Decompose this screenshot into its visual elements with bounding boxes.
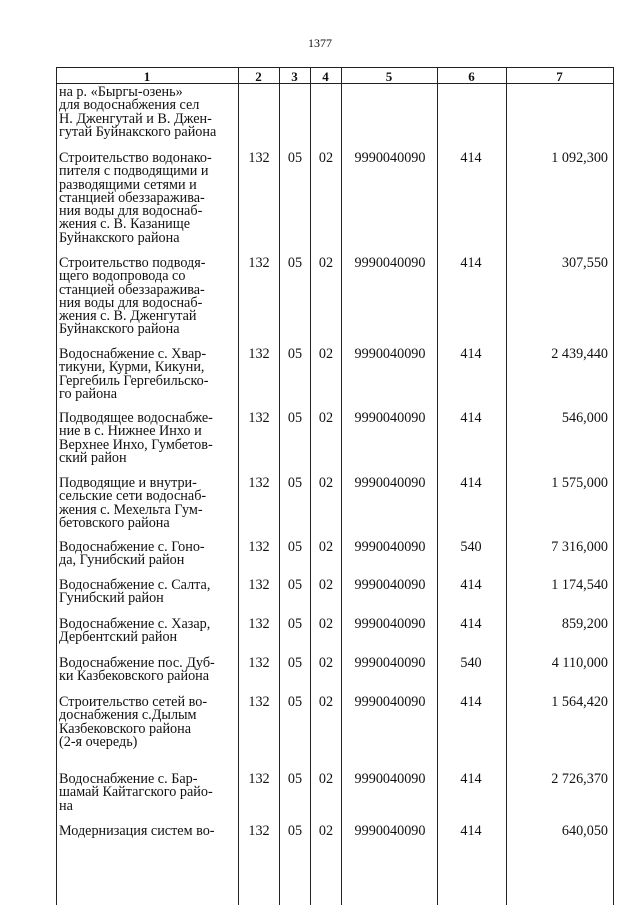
target-article-code: 9990040090 — [354, 539, 426, 555]
subsection-code: 02 — [318, 539, 334, 555]
subsection-code: 02 — [318, 255, 334, 271]
amount: 4 110,000 — [551, 655, 608, 671]
section-code: 05 — [287, 475, 303, 491]
column-header: 2 — [255, 69, 262, 84]
page-number: 1377 — [308, 36, 332, 50]
column-header: 6 — [468, 69, 475, 84]
amount: 1 092,300 — [551, 150, 608, 166]
column-divider — [279, 67, 280, 905]
item-name: Подводящие и внутри- сельские сети водоснаб- жения с. Мехельта Гум- бетовского района — [59, 475, 207, 531]
item-name: Водоснабжение с. Салта, Гунибский район — [59, 577, 211, 607]
table-border-left — [56, 67, 57, 905]
column-divider — [437, 67, 438, 905]
expense-type-code: 414 — [460, 410, 482, 426]
target-article-code: 9990040090 — [354, 150, 426, 166]
section-code: 05 — [287, 150, 303, 166]
expense-type-code: 414 — [460, 771, 482, 787]
target-article-code: 9990040090 — [354, 655, 426, 671]
expense-type-code: 414 — [460, 694, 482, 710]
section-code: 05 — [287, 410, 303, 426]
item-name: Строительство водонако- пителя с подводящими и разводящими сетями и станцией обеззаражива- ния воды для водоснаб- жения с. В. Казанище Буйнакского района — [59, 150, 212, 246]
subsection-code: 02 — [318, 150, 334, 166]
ministry-code: 132 — [248, 655, 270, 671]
item-name: Водоснабжение пос. Дуб- ки Казбековского района — [59, 655, 215, 685]
target-article-code: 9990040090 — [354, 577, 426, 593]
column-divider — [341, 67, 342, 905]
amount: 307,550 — [561, 255, 608, 271]
section-code: 05 — [287, 655, 303, 671]
section-code: 05 — [287, 346, 303, 362]
item-name: Водоснабжение с. Бар- шамай Кайтагского райо- на — [59, 771, 213, 814]
amount: 1 564,420 — [551, 694, 608, 710]
amount: 640,050 — [561, 823, 608, 839]
column-header: 3 — [291, 69, 298, 84]
column-divider — [310, 67, 311, 905]
section-code: 05 — [287, 823, 303, 839]
column-header: 1 — [143, 69, 151, 84]
subsection-code: 02 — [318, 346, 334, 362]
expense-type-code: 540 — [460, 655, 482, 671]
table-top-border — [56, 67, 614, 68]
item-name: Модернизация систем во- — [59, 823, 215, 839]
item-name: Строительство подводя- щего водопровода со станцией обеззаражива- ния воды для водоснаб- жения с. В. Дженгутай Буйнакского района — [59, 255, 206, 338]
expense-type-code: 414 — [460, 255, 482, 271]
column-divider — [238, 67, 239, 905]
ministry-code: 132 — [248, 410, 270, 426]
section-code: 05 — [287, 255, 303, 271]
amount: 1 174,540 — [551, 577, 608, 593]
target-article-code: 9990040090 — [354, 255, 426, 271]
target-article-code: 9990040090 — [354, 346, 426, 362]
item-name: на р. «Быргы-озень» для водоснабжения сел Н. Дженгутай и В. Джен- гутай Буйнакского района — [59, 84, 217, 140]
amount: 2 439,440 — [551, 346, 608, 362]
item-name: Водоснабжение с. Хазар, Дербентский район — [59, 616, 211, 646]
column-header: 5 — [385, 69, 393, 84]
section-code: 05 — [287, 694, 303, 710]
expense-type-code: 540 — [460, 539, 482, 555]
expense-type-code: 414 — [460, 616, 482, 632]
item-name: Водоснабжение с. Гоно- да, Гунибский район — [59, 539, 205, 569]
budget-table — [56, 67, 614, 905]
target-article-code: 9990040090 — [354, 694, 426, 710]
expense-type-code: 414 — [460, 150, 482, 166]
amount: 1 575,000 — [551, 475, 608, 491]
table-border-right — [613, 67, 614, 905]
subsection-code: 02 — [318, 823, 334, 839]
expense-type-code: 414 — [460, 823, 482, 839]
ministry-code: 132 — [248, 539, 270, 555]
column-header: 4 — [322, 69, 329, 84]
amount: 2 726,370 — [551, 771, 608, 787]
target-article-code: 9990040090 — [354, 823, 426, 839]
section-code: 05 — [287, 577, 303, 593]
subsection-code: 02 — [318, 616, 334, 632]
ministry-code: 132 — [248, 475, 270, 491]
target-article-code: 9990040090 — [354, 410, 426, 426]
ministry-code: 132 — [248, 694, 270, 710]
section-code: 05 — [287, 771, 303, 787]
subsection-code: 02 — [318, 771, 334, 787]
ministry-code: 132 — [248, 616, 270, 632]
amount: 546,000 — [561, 410, 608, 426]
section-code: 05 — [287, 616, 303, 632]
subsection-code: 02 — [318, 694, 334, 710]
target-article-code: 9990040090 — [354, 475, 426, 491]
ministry-code: 132 — [248, 346, 270, 362]
section-code: 05 — [287, 539, 303, 555]
subsection-code: 02 — [318, 655, 334, 671]
item-name: Строительство сетей во- доснабжения с.Дылым Казбековского района (2-я очередь) — [59, 694, 208, 750]
ministry-code: 132 — [248, 577, 270, 593]
amount: 7 316,000 — [551, 539, 608, 555]
item-name: Водоснабжение с. Хвар- тикуни, Курми, Кикуни, Гергебиль Гергебильско- го района — [59, 346, 209, 402]
expense-type-code: 414 — [460, 475, 482, 491]
target-article-code: 9990040090 — [354, 771, 426, 787]
ministry-code: 132 — [248, 823, 270, 839]
item-name: Подводящее водоснабже- ние в с. Нижнее Инхо и Верхнее Инхо, Гумбетов- ский район — [59, 410, 213, 466]
subsection-code: 02 — [318, 475, 334, 491]
subsection-code: 02 — [318, 410, 334, 426]
expense-type-code: 414 — [460, 577, 482, 593]
ministry-code: 132 — [248, 255, 270, 271]
expense-type-code: 414 — [460, 346, 482, 362]
target-article-code: 9990040090 — [354, 616, 426, 632]
ministry-code: 132 — [248, 150, 270, 166]
amount: 859,200 — [561, 616, 608, 632]
column-divider — [506, 67, 507, 905]
subsection-code: 02 — [318, 577, 334, 593]
column-header: 7 — [556, 69, 563, 84]
ministry-code: 132 — [248, 771, 270, 787]
